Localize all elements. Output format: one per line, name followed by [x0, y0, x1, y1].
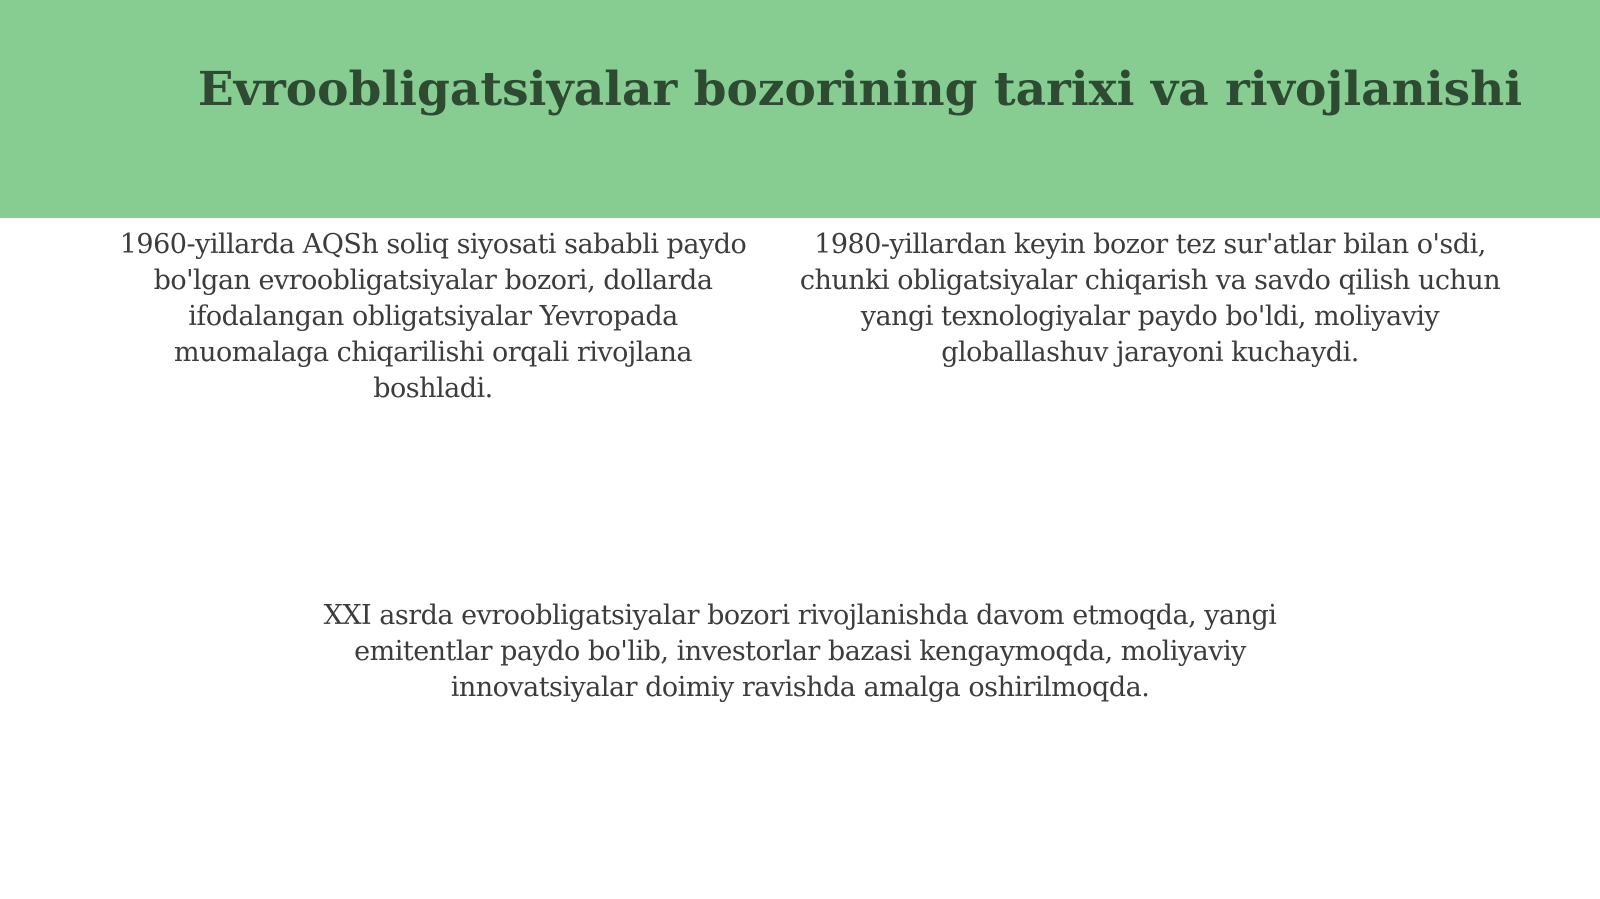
- paragraph-1960s: 1960-yillarda AQSh soliq siyosati sababli paydo bo'lgan evroobligatsiyalar bozori, dollarda ifodalangan obligatsiyalar Yevropada muomalaga chiqarilishi orqali rivojlana boshladi.: [119, 229, 747, 404]
- paragraph-21st-century: XXI asrda evroobligatsiyalar bozori rivojlanishda davom etmoqda, yangi emitentlar paydo bo'lib, investorlar bazasi kengaymoqda, moliyaviy innovatsiyalar doimiy ravishda amalga oshirilmoqda.: [323, 600, 1277, 703]
- slide-title: Evroobligatsiyalar bozorining tarixi va rivojlanishi: [197, 62, 1523, 117]
- paragraph-1980s: 1980-yillardan keyin bozor tez sur'atlar bilan o'sdi, chunki obligatsiyalar chiqarish va savdo qilish uchun yangi texnologiyalar paydo bo'ldi, moliyaviy globallashuv jarayoni kuchaydi.: [799, 229, 1501, 368]
